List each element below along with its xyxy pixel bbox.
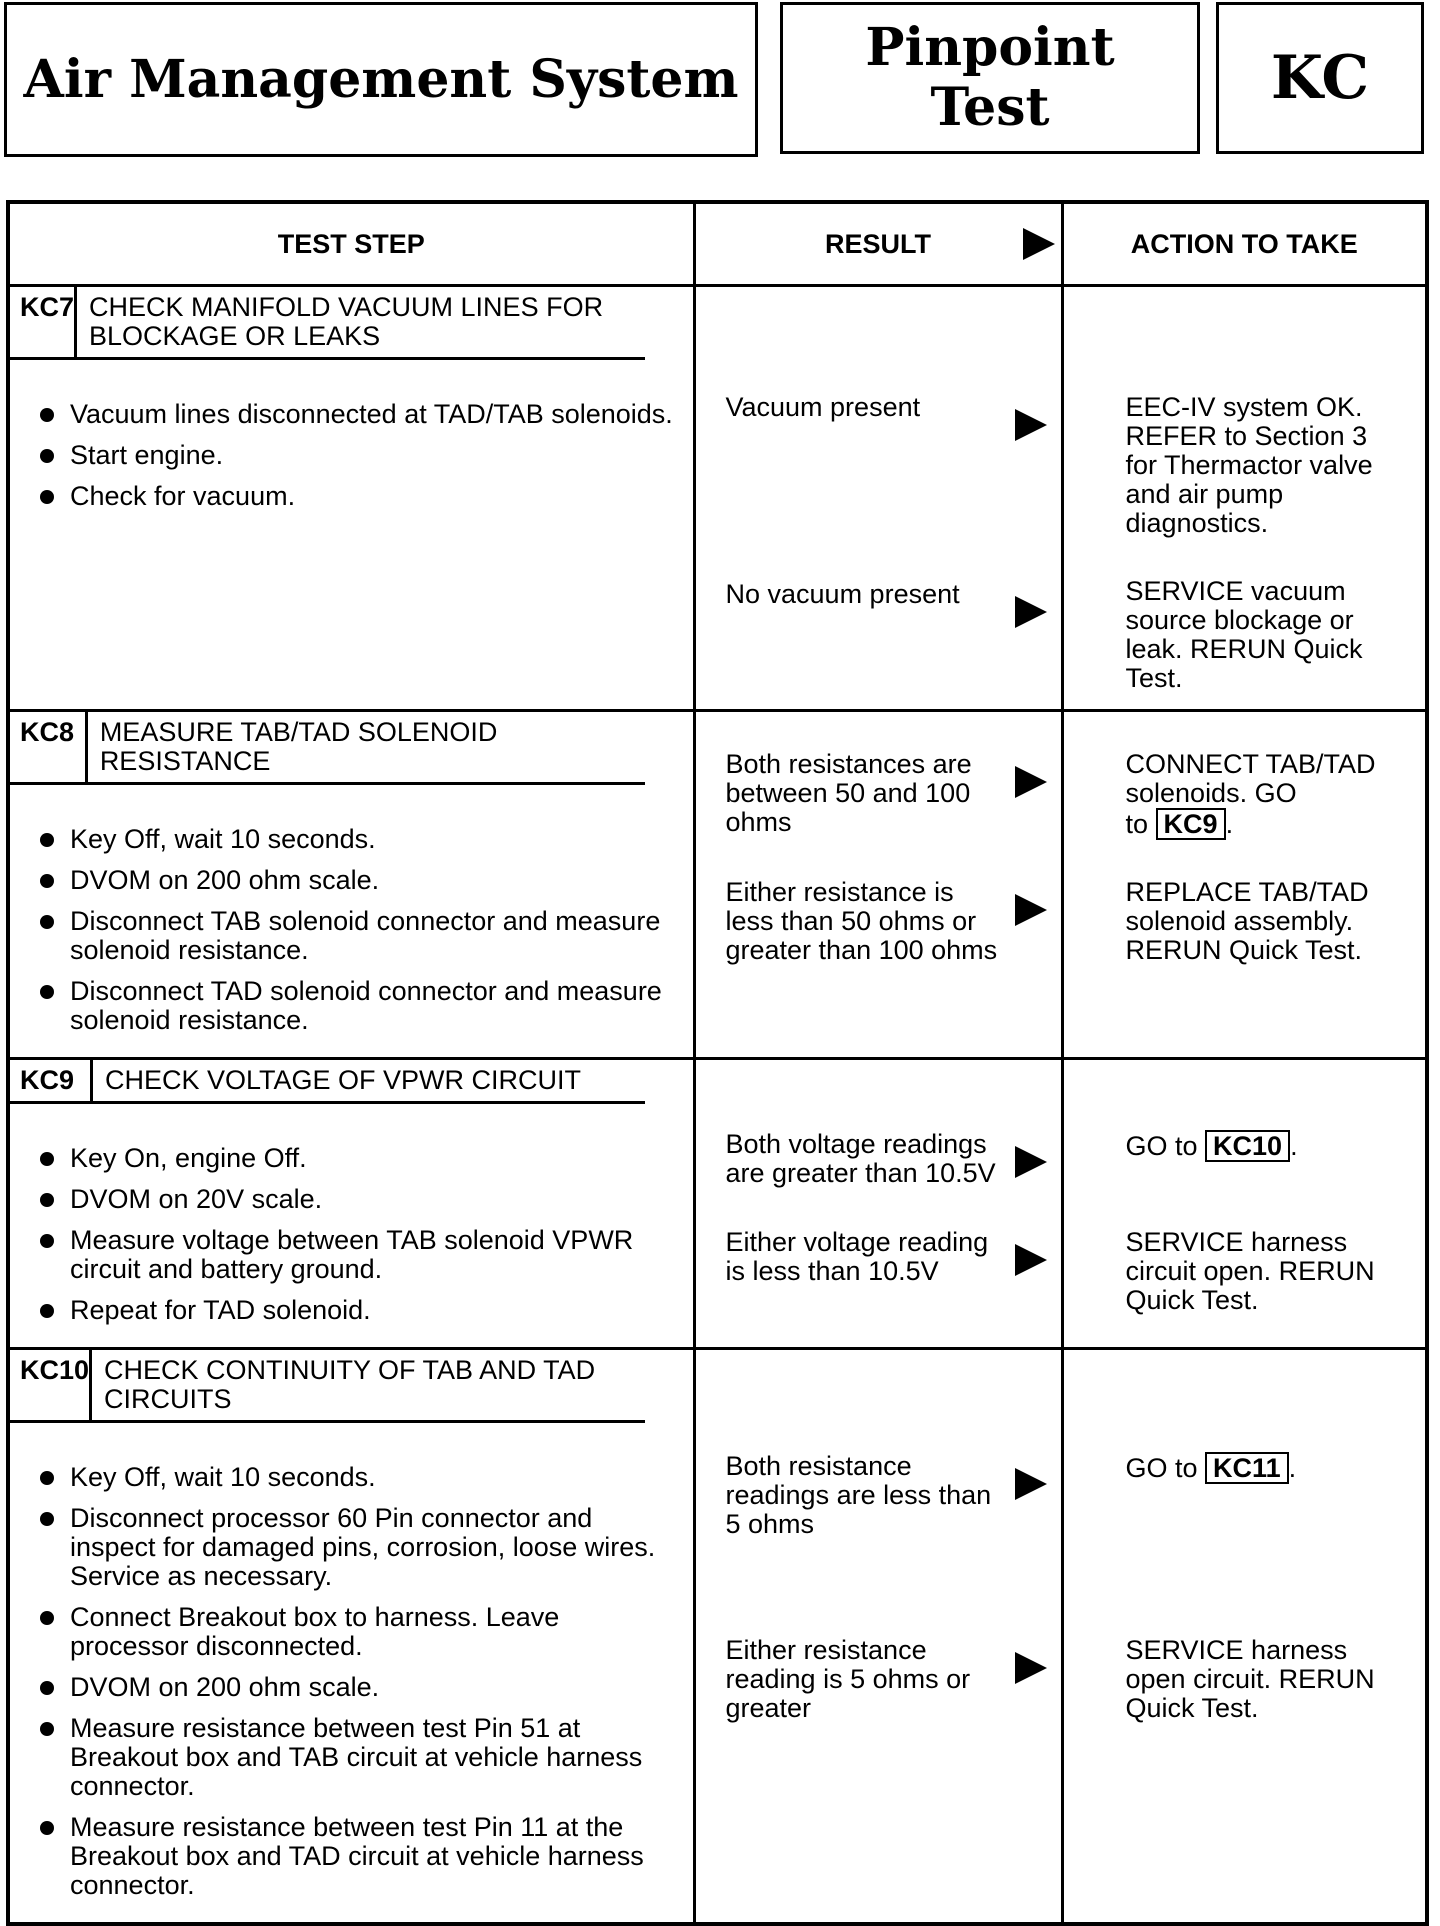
action-cell	[1062, 286, 1427, 711]
list-item: DVOM on 200 ohm scale.	[40, 866, 683, 895]
arrow-right-icon	[1015, 894, 1047, 926]
step-id: KC10	[10, 1350, 92, 1420]
test-code	[1216, 2, 1424, 154]
action-item: SERVICE harness circuit open. RERUN Quick Test.	[1125, 1227, 1375, 1315]
step-id: KC7	[10, 287, 77, 357]
column-header-action: ACTION TO TAKE	[1062, 202, 1427, 286]
result-text: Both resistance readings are less than 5 ohms	[725, 1451, 992, 1539]
result-text: Vacuum present	[725, 392, 921, 422]
result-cell	[694, 711, 1062, 1059]
pinpoint-test-table	[6, 200, 1429, 1926]
action-item: GO to KC10 .	[1125, 1131, 1298, 1161]
step-header	[10, 712, 645, 785]
result-item	[726, 1636, 1001, 1723]
step-header	[10, 1350, 645, 1423]
step-title: CHECK CONTINUITY OF TAB AND TAD CIRCUITS	[104, 1355, 596, 1414]
test-step-cell	[8, 711, 694, 1059]
action-text: GO to	[1125, 1453, 1198, 1483]
list-item: Measure voltage between TAB solenoid VPWR circuit and battery ground.	[40, 1226, 683, 1284]
arrow-right-icon	[1015, 596, 1047, 628]
result-item	[726, 393, 1001, 422]
column-header-result-label: RESULT	[825, 228, 931, 259]
result-item	[726, 1130, 1001, 1188]
step-bullets	[10, 1423, 693, 1922]
page-title	[4, 2, 758, 157]
action-item: SERVICE harness open circuit. RERUN Quick Test.	[1125, 1635, 1375, 1723]
arrow-right-icon	[1015, 1652, 1047, 1684]
result-text: No vacuum present	[725, 579, 960, 609]
action-text: GO to	[1125, 1131, 1198, 1161]
pinpoint-line1: Pinpoint	[865, 17, 1115, 78]
action-text: CONNECT TAB/TAD solenoids. GO	[1125, 749, 1376, 808]
list-item: Start engine.	[40, 441, 683, 470]
list-item: Key Off, wait 10 seconds.	[40, 1463, 683, 1492]
result-item	[726, 1452, 1001, 1539]
goto-step-link[interactable]: KC10	[1205, 1130, 1290, 1162]
table-row-kc9	[8, 1059, 1427, 1349]
arrow-right-icon	[1023, 228, 1055, 260]
pinpoint-line2: Test	[930, 77, 1050, 138]
arrow-right-icon	[1015, 1146, 1047, 1178]
result-text: Both voltage readings are greater than 10.5V	[725, 1129, 996, 1188]
list-item: DVOM on 200 ohm scale.	[40, 1673, 683, 1702]
list-item: Disconnect processor 60 Pin connector and inspect for damaged pins, corrosion, loose wires. Service as necessary.	[40, 1504, 683, 1591]
list-item: Disconnect TAD solenoid connector and measure solenoid resistance.	[40, 977, 683, 1035]
action-cell	[1062, 1059, 1427, 1349]
step-title: MEASURE TAB/TAD SOLENOID RESISTANCE	[99, 717, 498, 776]
action-item: GO to KC11 .	[1125, 1453, 1297, 1483]
step-title: CHECK VOLTAGE OF VPWR CIRCUIT	[105, 1065, 582, 1095]
column-header-result	[694, 202, 1062, 286]
step-id: KC8	[10, 712, 88, 782]
pinpoint-test-label	[780, 2, 1200, 154]
test-step-cell	[8, 1059, 694, 1349]
action-text-to: to	[1125, 809, 1149, 839]
table-row-kc10	[8, 1349, 1427, 1925]
step-bullets	[10, 1104, 693, 1347]
goto-step-link[interactable]: KC11	[1205, 1452, 1289, 1484]
action-item: CONNECT TAB/TAD solenoids. GO to KC9 .	[1125, 749, 1376, 839]
action-item: EEC-IV system OK. REFER to Section 3 for Thermactor valve and air pump diagnostics.	[1125, 392, 1373, 538]
column-header-test-step: TEST STEP	[8, 202, 694, 286]
step-id: KC9	[10, 1060, 93, 1101]
step-bullets	[10, 360, 693, 533]
step-bullets	[10, 785, 693, 1057]
result-item	[726, 580, 1001, 609]
list-item: Check for vacuum.	[40, 482, 683, 511]
action-item: REPLACE TAB/TAD solenoid assembly. RERUN Quick Test.	[1125, 877, 1369, 965]
result-cell	[694, 1349, 1062, 1925]
table-header-row	[8, 202, 1427, 286]
step-title: CHECK MANIFOLD VACUUM LINES FOR BLOCKAGE OR LEAKS	[89, 292, 604, 351]
list-item: Vacuum lines disconnected at TAD/TAB solenoids.	[40, 400, 683, 429]
list-item: Key On, engine Off.	[40, 1144, 683, 1173]
list-item: Measure resistance between test Pin 51 at Breakout box and TAB circuit at vehicle harness connector.	[40, 1714, 683, 1801]
step-header	[10, 1060, 645, 1104]
result-item	[726, 878, 1001, 965]
result-item	[726, 750, 1001, 837]
list-item: Disconnect TAB solenoid connector and measure solenoid resistance.	[40, 907, 683, 965]
action-cell	[1062, 711, 1427, 1059]
list-item: Key Off, wait 10 seconds.	[40, 825, 683, 854]
list-item: DVOM on 20V scale.	[40, 1185, 683, 1214]
list-item: Connect Breakout box to harness. Leave processor disconnected.	[40, 1603, 683, 1661]
arrow-right-icon	[1015, 409, 1047, 441]
action-cell	[1062, 1349, 1427, 1925]
step-header	[10, 287, 645, 360]
result-cell	[694, 1059, 1062, 1349]
arrow-right-icon	[1015, 766, 1047, 798]
test-code-text: KC	[1270, 43, 1370, 113]
table-row-kc7	[8, 286, 1427, 711]
list-item: Repeat for TAD solenoid.	[40, 1296, 683, 1325]
result-text: Both resistances are between 50 and 100 ohms	[725, 749, 972, 837]
result-text: Either resistance is less than 50 ohms or greater than 100 ohms	[725, 877, 998, 965]
title-text: Air Management System	[23, 49, 739, 110]
result-item	[726, 1228, 1001, 1286]
goto-step-link[interactable]: KC9	[1156, 808, 1226, 840]
test-step-cell	[8, 286, 694, 711]
result-cell	[694, 286, 1062, 711]
action-item: SERVICE vacuum source blockage or leak. RERUN Quick Test.	[1125, 576, 1363, 693]
result-text: Either voltage reading is less than 10.5V	[725, 1227, 989, 1286]
table-row-kc8	[8, 711, 1427, 1059]
arrow-right-icon	[1015, 1468, 1047, 1500]
test-step-cell	[8, 1349, 694, 1925]
list-item: Measure resistance between test Pin 11 at the Breakout box and TAD circuit at vehicle harness connector.	[40, 1813, 683, 1900]
arrow-right-icon	[1015, 1244, 1047, 1276]
result-text: Either resistance reading is 5 ohms or greater	[725, 1635, 971, 1723]
